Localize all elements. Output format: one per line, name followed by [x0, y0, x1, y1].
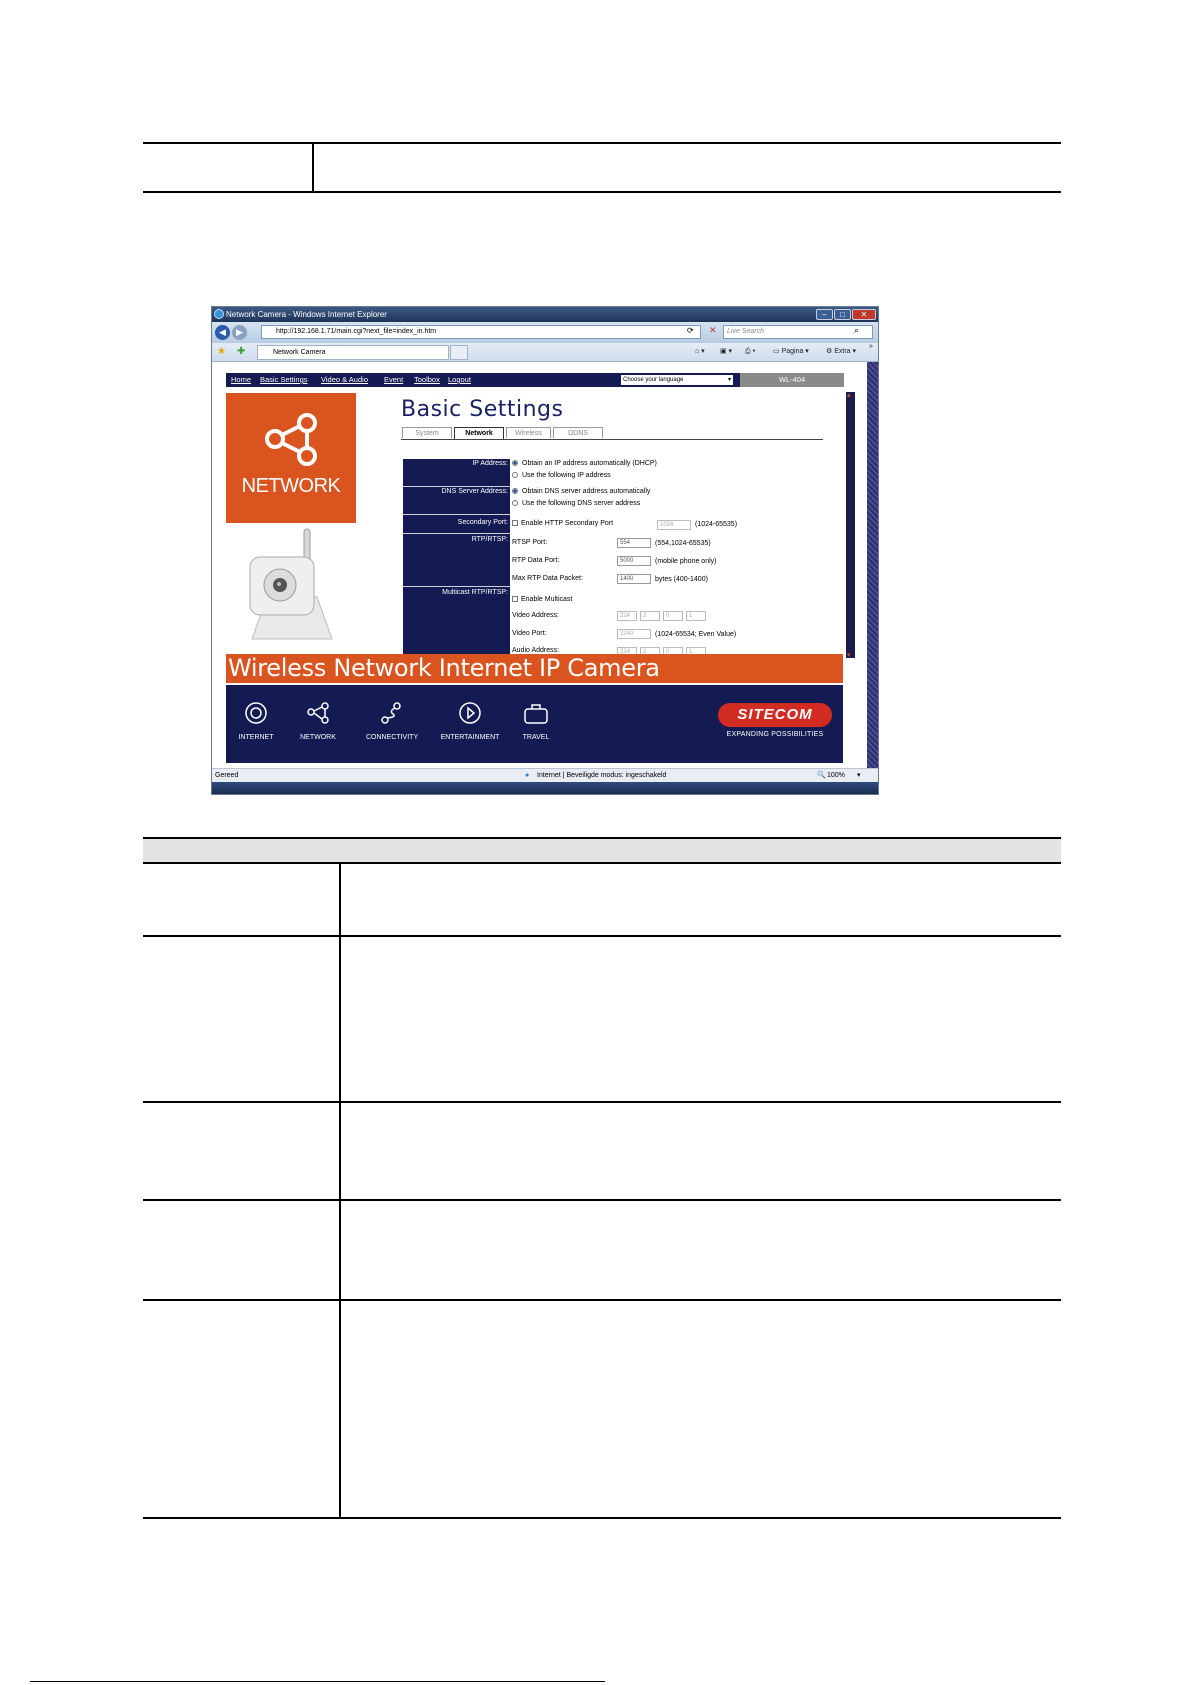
add-favorites-icon[interactable]: ✚	[237, 346, 246, 357]
extra-menu[interactable]: ⚙ Extra ▾	[826, 348, 857, 355]
print-icon[interactable]: ⎙ ▾	[745, 348, 756, 355]
refresh-icon[interactable]: ⟳	[687, 326, 694, 335]
footer-internet[interactable]	[236, 701, 276, 741]
http-secondary-label: Enable HTTP Secondary Port	[521, 520, 614, 527]
nav-video-audio[interactable]: Video & Audio	[321, 375, 368, 384]
feeds-icon[interactable]: ▣ ▾	[720, 348, 733, 355]
audio-address-octet-2[interactable]: 2	[640, 647, 660, 654]
rtsp-port-range: (554,1024-65535)	[655, 540, 711, 547]
footer-connectivity[interactable]	[366, 701, 419, 741]
nav-toolbox[interactable]: Toolbox	[414, 375, 440, 384]
status-text: Gereed	[215, 772, 239, 779]
top-table-divider	[312, 142, 314, 192]
video-port-input[interactable]: 2240	[617, 629, 651, 639]
url-input[interactable]: http://192.168.1.71/main.cgi?next_file=index_in.htm	[261, 325, 701, 339]
footer-entertainment[interactable]	[440, 701, 500, 741]
chevron-more-icon[interactable]: »	[869, 343, 873, 350]
nav-logout[interactable]: Logout	[448, 375, 471, 384]
table-rule-bottom	[143, 1517, 1061, 1519]
zoom-icon[interactable]: 🔍	[817, 772, 826, 779]
top-table-rule-bottom	[143, 191, 1061, 193]
dns-auto-option[interactable]	[512, 488, 650, 495]
product-banner: Wireless Network Internet IP Camera	[226, 654, 843, 683]
browser-screenshot	[212, 307, 878, 794]
page-menu[interactable]: ▭ Pagina ▾	[773, 348, 809, 355]
maximize-button[interactable]: □	[834, 309, 851, 320]
home-icon[interactable]: ⌂ ▾	[695, 348, 705, 355]
security-zone: Internet | Beveiligde modus: ingeschakeld	[537, 772, 667, 779]
ip-address-label: IP Address:	[472, 460, 508, 467]
favorites-star-icon[interactable]: ★	[217, 346, 226, 357]
top-table-rule-top	[143, 142, 1061, 144]
tab-wireless[interactable]: Wireless	[506, 427, 551, 438]
sitecom-logo: SITECOM	[718, 703, 832, 727]
table-rule	[143, 935, 1061, 937]
suitcase-icon	[522, 701, 550, 725]
windows-taskbar	[212, 782, 878, 794]
audio-address-octet-1[interactable]: 224	[617, 647, 637, 654]
page-scrollbar[interactable]	[867, 362, 878, 768]
max-rtp-input[interactable]: 1400	[617, 574, 651, 584]
rtsp-port-label: RTSP Port:	[512, 539, 548, 546]
secondary-port-range: (1024-65535)	[695, 521, 738, 528]
nav-event[interactable]: Event	[384, 375, 404, 384]
video-address-octet-2[interactable]: 2	[640, 611, 660, 621]
camera-product-image	[232, 527, 352, 657]
network-icon	[226, 393, 356, 473]
search-icon[interactable]: ⌕	[854, 325, 860, 335]
rtp-rtsp-label: RTP/RTSP:	[471, 536, 508, 543]
language-select[interactable]	[621, 375, 733, 385]
table-rule	[143, 1199, 1061, 1201]
rtp-data-port-input[interactable]: 5000	[617, 556, 651, 566]
footer-label: TRAVEL	[522, 734, 550, 741]
extra-menu-label: Extra	[834, 348, 851, 355]
network-icon	[306, 701, 330, 725]
chevron-down-icon[interactable]: ▾	[857, 772, 861, 779]
close-button[interactable]: ✕	[852, 309, 876, 320]
footer-label: ENTERTAINMENT	[440, 734, 500, 741]
form-scrollbar[interactable]	[846, 392, 855, 658]
nav-basic-settings[interactable]: Basic Settings	[260, 375, 308, 384]
video-address-octet-4[interactable]: 1	[686, 611, 706, 621]
rtp-data-port-label: RTP Data Port:	[512, 557, 560, 564]
dns-static-option[interactable]	[512, 500, 640, 507]
back-button[interactable]: ◀	[215, 325, 230, 340]
footnote-rule	[30, 1681, 605, 1682]
max-rtp-label: Max RTP Data Packet:	[512, 575, 583, 582]
scroll-up-icon[interactable]: ▴	[847, 392, 851, 399]
form-labels-column	[403, 459, 510, 655]
brand-footer	[226, 685, 843, 763]
tab-system[interactable]: System	[402, 427, 452, 438]
section-label: NETWORK	[241, 475, 341, 497]
ie-logo-icon	[214, 309, 224, 319]
brand-tagline: EXPANDING POSSIBILITIES	[726, 731, 824, 738]
table-column-divider	[339, 862, 341, 1518]
tab-bar	[212, 343, 878, 362]
dns-auto-label: Obtain DNS server address automatically	[522, 488, 651, 495]
table-header-row	[143, 839, 1061, 862]
http-secondary-checkbox[interactable]	[512, 520, 613, 527]
page-menu-label: Pagina	[781, 348, 804, 355]
radio-selected[interactable]	[512, 460, 518, 466]
play-icon	[458, 701, 482, 725]
chevron-down-icon: ▾	[727, 377, 731, 383]
new-tab-button[interactable]	[450, 345, 468, 360]
window-titlebar	[212, 307, 878, 322]
checkbox[interactable]	[512, 520, 518, 526]
radio-unselected[interactable]	[512, 500, 518, 506]
search-input[interactable]: Live Search	[723, 325, 873, 339]
camera-top-nav	[226, 373, 828, 387]
multicast-checkbox[interactable]	[512, 596, 572, 603]
form-separator	[403, 514, 510, 515]
page-title: Basic Settings	[401, 397, 564, 422]
video-port-range: (1024-65534; Even Value)	[655, 631, 737, 638]
video-address-octet-3[interactable]: 0	[663, 611, 683, 621]
model-badge: WL-404	[740, 373, 844, 387]
ip-static-option[interactable]	[512, 472, 611, 479]
secondary-port-label: Secondary Port:	[457, 519, 508, 526]
enable-multicast-label: Enable Multicast	[521, 596, 573, 603]
rtp-data-port-note: (mobile phone only)	[655, 558, 717, 565]
status-bar	[212, 768, 878, 783]
secondary-port-input[interactable]: 1024	[657, 520, 691, 530]
audio-address-row	[512, 645, 842, 654]
tab-network[interactable]: Network	[454, 427, 504, 439]
zoom-level[interactable]: 100%	[827, 772, 845, 779]
table-rule	[143, 1101, 1061, 1103]
rtsp-port-input[interactable]: 554	[617, 538, 651, 548]
tab-label: Network Camera	[273, 349, 326, 356]
tab-ddns[interactable]: DDNS	[553, 427, 603, 438]
table-rule	[143, 1299, 1061, 1301]
scroll-down-icon[interactable]: ▾	[847, 652, 851, 659]
forward-button[interactable]: ▶	[232, 325, 247, 340]
footer-label: NETWORK	[300, 734, 336, 741]
form-separator	[403, 486, 510, 487]
audio-address-octet-3[interactable]: 0	[663, 647, 683, 654]
video-address-octet-1[interactable]: 224	[617, 611, 637, 621]
form-separator	[403, 533, 510, 534]
table-rule	[143, 862, 1061, 864]
stop-icon[interactable]: ✕	[709, 325, 717, 335]
ip-static-label: Use the following IP address	[522, 472, 611, 479]
footer-network[interactable]	[298, 701, 338, 741]
radio-unselected[interactable]	[512, 472, 518, 478]
tab-network-camera[interactable]	[257, 345, 449, 360]
video-address-label: Video Address:	[512, 612, 559, 619]
max-rtp-range: bytes (400-1400)	[655, 576, 708, 583]
checkbox[interactable]	[512, 596, 518, 602]
minimize-button[interactable]: –	[816, 309, 833, 320]
form-separator	[403, 586, 510, 587]
dns-server-label: DNS Server Address:	[441, 488, 508, 495]
network-section-card	[226, 393, 356, 523]
footer-travel[interactable]	[516, 701, 556, 741]
nav-home[interactable]: Home	[231, 375, 252, 384]
footer-label: INTERNET	[238, 734, 274, 741]
internet-icon	[244, 701, 268, 725]
audio-address-label: Audio Address:	[512, 647, 560, 654]
audio-address-octet-4[interactable]: 1	[686, 647, 706, 654]
dns-static-label: Use the following DNS server address	[522, 500, 641, 507]
ip-dhcp-option[interactable]	[512, 460, 657, 467]
ip-dhcp-label: Obtain an IP address automatically (DHCP)	[522, 460, 657, 467]
video-port-label: Video Port:	[512, 630, 547, 637]
connectivity-icon	[379, 701, 403, 725]
window-title: Network Camera - Windows Internet Explorer	[226, 310, 387, 319]
radio-selected[interactable]	[512, 488, 518, 494]
multicast-label: Multicast RTP/RTSP:	[442, 589, 508, 596]
footer-label: CONNECTIVITY	[366, 734, 419, 741]
globe-icon: ●	[525, 772, 530, 779]
settings-tabs	[401, 427, 823, 440]
language-select-value: Choose your language	[623, 377, 684, 383]
address-bar	[212, 322, 878, 343]
